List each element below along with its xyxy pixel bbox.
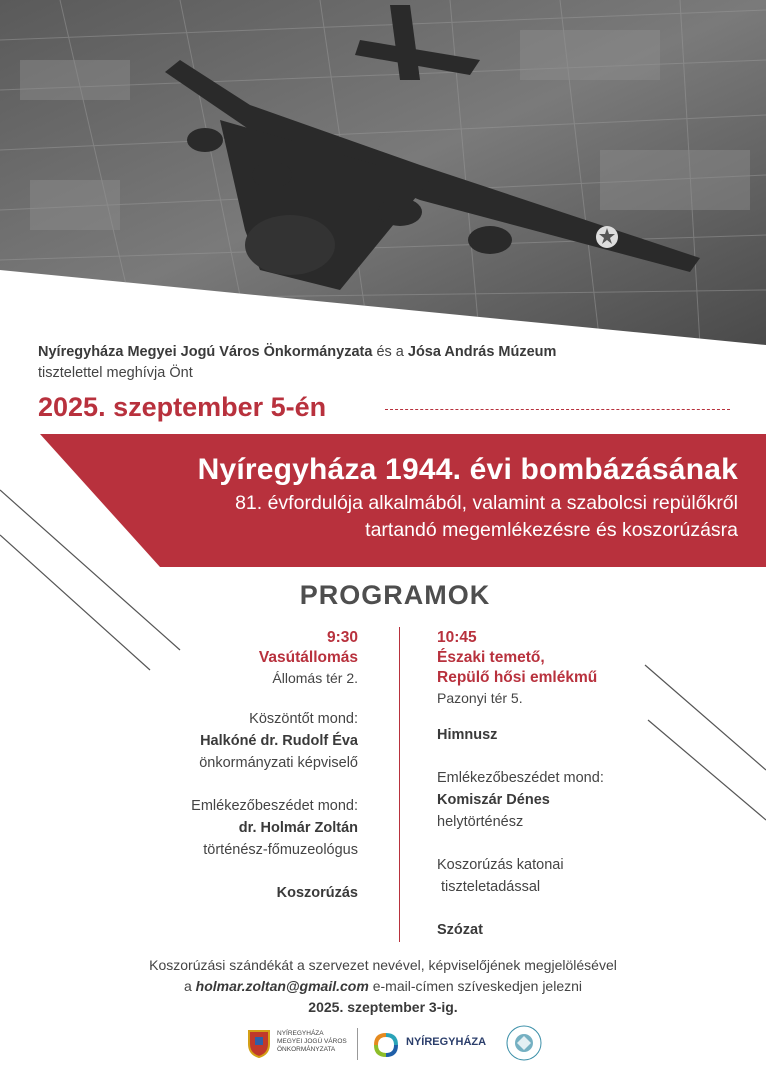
bomber-aerial-photo [0,0,766,345]
right-wreath-2: tiszteletadással [441,879,541,895]
right-place-2: Repülő hősi emlékmű [437,669,598,686]
footer-deadline: 2025. szeptember 3-ig. [308,999,458,1015]
footer-note [0,955,766,1018]
logo-divider [357,1028,358,1060]
hosts-text: Nyíregyháza Megyei Jogú Város Önkormányzata és a Jósa András Múzeum tisztelettel meghívja Önt [38,344,557,381]
program-left [28,628,358,904]
right-address: Pazonyi tér 5. [437,690,523,706]
left-greet-name: Halkóné dr. Rudolf Éva [200,733,358,749]
invite-line: tisztelettel meghívja Önt [38,365,193,381]
left-wreath: Koszorúzás [276,885,358,901]
date-dashed-line [385,409,730,410]
left-time: 9:30 [326,629,358,646]
left-speech-name: dr. Holmár Zoltán [238,820,358,836]
city-logo-text: NYÍREGYHÁZA MEGYEI JOGÚ VÁROS ÖNKORMÁNYZATA [277,1030,347,1053]
right-place-1: Északi temető, [437,649,545,666]
brand-text: NYÍREGYHÁZA [406,1036,487,1048]
program-right [437,628,747,941]
right-time: 10:45 [437,629,477,646]
banner-subtitle-1: 81. évfordulója alkalmából, valamint a szabolcsi repülőkről [235,492,738,514]
left-greet-label: Köszöntőt mond: [249,711,358,727]
footer-line-2: a holmar.zoltan@gmail.com e-mail-címen szíveskedjen jelezni [183,978,583,994]
column-divider [399,627,400,942]
banner-subtitle-2: tartandó megemlékezésre és koszorúzásra [365,519,738,541]
right-szozat: Szózat [437,922,483,938]
event-date: 2025. szeptember 5-én [38,392,327,422]
right-speech-role: helytörténész [437,814,524,830]
left-speech-label: Emlékezőbeszédet mond: [191,798,358,814]
host-museum: Jósa András Múzeum [407,344,557,360]
left-greet-role: önkormányzati képviselő [199,755,358,771]
city-coat-of-arms-icon [246,1028,272,1058]
contact-email[interactable]: holmar.zoltan@gmail.com [195,978,369,994]
logo-row [0,1022,766,1072]
banner-title: Nyíregyháza 1944. évi bombázásának [197,453,738,486]
right-speech-name: Komiszár Dénes [437,792,550,808]
left-address: Állomás tér 2. [272,670,358,686]
banner-text [18,450,738,544]
host-city: Nyíregyháza Megyei Jogú Város Önkormányzata [38,344,373,360]
left-place: Vasútállomás [258,649,358,666]
right-wreath-1: Koszorúzás katonai [437,857,564,873]
programs-heading: PROGRAMOK [299,580,491,610]
right-anthem: Himnusz [437,727,498,743]
footer-line-1: Koszorúzási szándékát a szervezet nevével, képviselőjének megjelölésével [149,957,617,973]
right-speech-label: Emlékezőbeszédet mond: [437,770,604,786]
nyiregyhaza-brand-icon [372,1031,402,1059]
museum-seal-icon [505,1024,543,1062]
left-speech-role: történész-főmuzeológus [203,842,358,858]
